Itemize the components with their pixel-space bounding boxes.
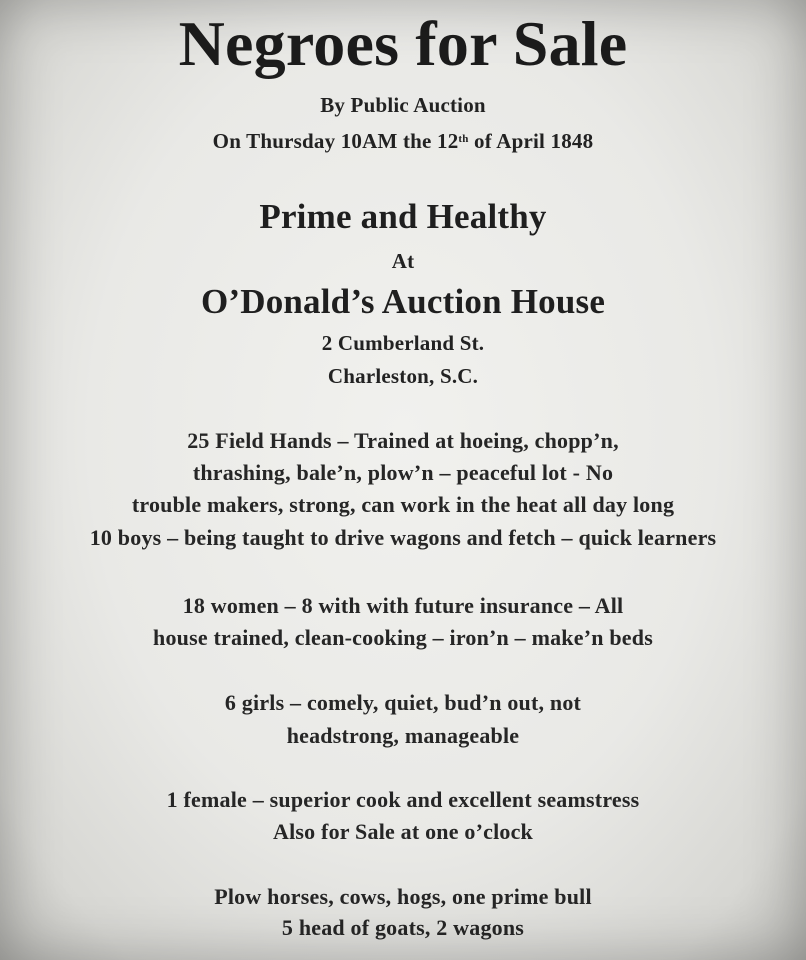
block-1-line-1: 25 Field Hands – Trained at hoeing, chopp’n, <box>187 428 619 453</box>
auction-date-prefix: On Thursday 10AM the 12 <box>212 129 459 153</box>
heading-prime-healthy: Prime and Healthy <box>259 197 547 236</box>
venue-name: O’Donald’s Auction House <box>200 282 606 321</box>
block-1-line-4: 10 boys – being taught to drive wagons and fetch – quick learners <box>89 525 717 550</box>
auction-date-rest: of April 1848 <box>468 129 594 153</box>
address-street: 2 Cumberland St. <box>321 331 485 355</box>
block-5-line-2: 5 head of goats, 2 wagons <box>281 915 525 940</box>
block-1-line-3: trouble makers, strong, can work in the heat all day long <box>131 492 675 517</box>
block-2-line-2: house trained, clean-cooking – iron’n – make’n beds <box>153 625 653 650</box>
block-1-line-2: thrashing, bale’n, plow’n – peaceful lot - No <box>192 460 614 485</box>
block-5-line-1: Plow horses, cows, hogs, one prime bull <box>214 884 592 909</box>
block-2-line-1: 18 women – 8 with with future insurance – All <box>182 593 624 618</box>
auction-date <box>0 128 806 154</box>
block-4-line-2: Also for Sale at one o’clock <box>273 819 533 844</box>
block-4-line-1: 1 female – superior cook and excellent seamstress <box>166 787 640 812</box>
auction-type: By Public Auction <box>320 93 486 117</box>
address-city: Charleston, S.C. <box>327 364 479 388</box>
block-3-line-2: headstrong, manageable <box>286 723 520 748</box>
at-label: At <box>391 249 415 273</box>
auction-date-ordinal: th <box>458 133 469 145</box>
poster-title: Negroes for Sale <box>178 8 628 79</box>
block-3-line-1: 6 girls – comely, quiet, bud’n out, not <box>224 690 582 715</box>
